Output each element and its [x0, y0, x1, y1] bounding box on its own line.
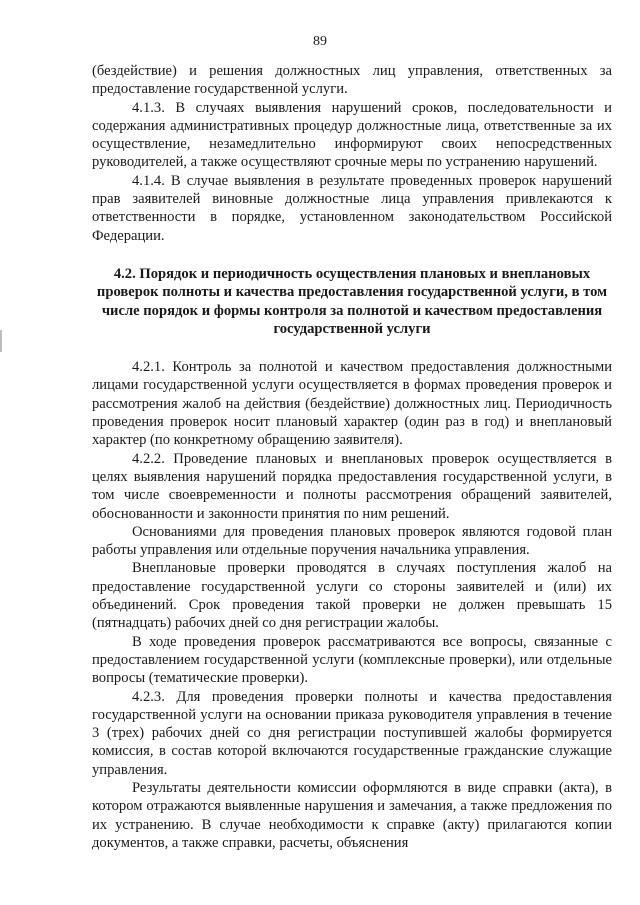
- paragraph-4-2-1: 4.2.1. Контроль за полнотой и качеством предоставления должностными лицами государственной услуги осуществляется в формах проведения проверок и рассмотрения жалоб на действия (бездействие) должностных лиц. Периодичность проведения проверок носит плановый характер (один раз в год) и внеплановый характер (по конкретному обращению заявителя).: [92, 359, 612, 449]
- paragraph-4-2-3: 4.2.3. Для проведения проверки полноты и качества предоставления государственной услуги на основании приказа руководителя управления в течение 3 (трех) рабочих дней со дня регистрации поступившей жалобы формируется комиссия, в состав которой включаются государственные гражданские служащие управления.: [92, 688, 612, 778]
- paragraph-planned-grounds: Основаниями для проведения плановых проверок являются годовой план работы управления или отдельные поручения начальника управления.: [92, 523, 612, 559]
- paragraph-4-2-2: 4.2.2. Проведение плановых и внеплановых проверок осуществляется в целях выявления нарушений порядка предоставления государственной услуги, в том числе своевременности и полноты рассмотрения обращений заявителей, обоснованности и законности принятия по ним решений.: [92, 450, 612, 522]
- document-body: [92, 62, 612, 852]
- paragraph-check-questions: В ходе проведения проверок рассматриваются все вопросы, связанные с предоставлением государственной услуги (комплексные проверки), или отдельные вопросы (тематические проверки).: [92, 633, 612, 687]
- scan-edge-mark: [0, 330, 2, 352]
- paragraph-unplanned-checks: Внеплановые проверки проводятся в случаях поступления жалоб на предоставление государственной услуги со стороны заявителей и (или) их объединений. Срок проведения такой проверки не должен превышать 15 (пятнадцать) рабочих дней со дня регистрации жалобы.: [92, 560, 612, 632]
- page-number: 89: [313, 34, 327, 49]
- paragraph-4-1-3: 4.1.3. В случаях выявления нарушений сроков, последовательности и содержания административных процедур должностные лица, ответственные за их осуществление, незамедлительно информируют своих непосредственных руководителей, а также осуществляют срочные меры по устранению нарушений.: [92, 99, 612, 171]
- paragraph-4-1-4: 4.1.4. В случае выявления в результате проведенных проверок нарушений прав заявителей виновные должностные лица управления привлекаются к ответственности в порядке, установленном законодательством Российской Федерации.: [92, 172, 612, 244]
- paragraph-continuation: (бездействие) и решения должностных лиц управления, ответственных за предоставление государственной услуги.: [92, 63, 612, 98]
- section-heading-4-2: 4.2. Порядок и периодичность осуществления плановых и внеплановых проверок полноты и качества предоставления государственной услуги, в том числе порядок и формы контроля за полнотой и качеством предоставления государственной услуги: [96, 265, 608, 337]
- paragraph-commission-results: Результаты деятельности комиссии оформляются в виде справки (акта), в котором отражаются выявленные нарушения и замечания, а также предложения по их устранению. В случае необходимости к справке (акту) прилагаются копии документов, а также справки, расчеты, объяснения: [92, 779, 612, 851]
